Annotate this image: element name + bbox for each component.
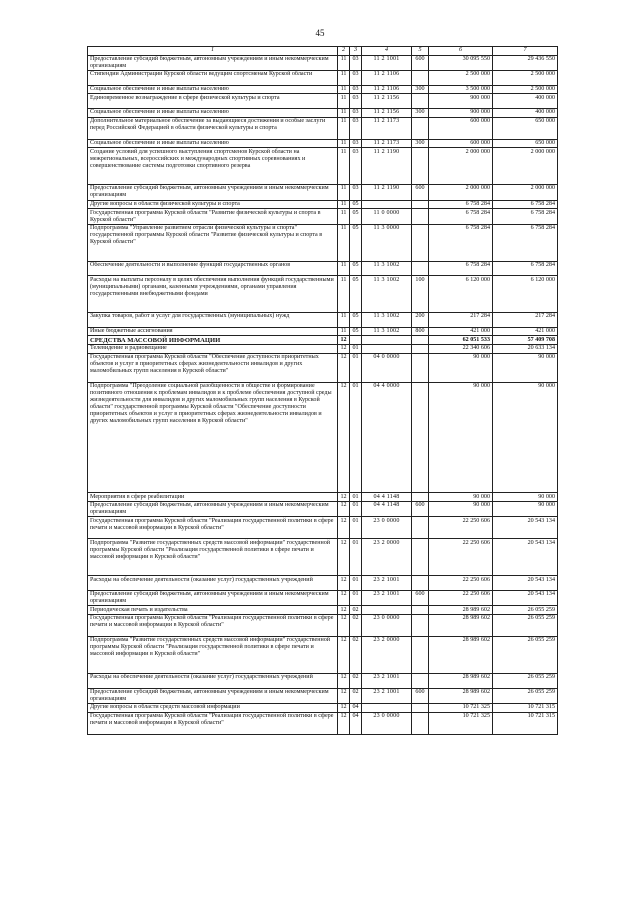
row-description: Стипендии Администрации Курской области ведущим спортсменам Курской области	[88, 71, 338, 86]
row-code-expense-type	[412, 606, 429, 615]
row-code-expense-type	[412, 117, 429, 139]
row-description: Государственная программа Курской области "Развитие физической культуры и спорта в Курской области"	[88, 209, 338, 225]
row-code-expense-type: 600	[412, 590, 429, 606]
row-description: Расходы на обеспечение деятельности (оказание услуг) государственных учреждений	[88, 576, 338, 591]
table-row	[88, 517, 558, 539]
row-code-target: 04 4 0000	[362, 382, 412, 492]
row-code-target	[362, 704, 412, 713]
row-value-6: 28 989 602	[429, 637, 493, 674]
row-code-subsection: 03	[350, 117, 362, 139]
row-code-section: 12	[338, 688, 350, 704]
row-code-subsection: 05	[350, 276, 362, 313]
row-code-section: 12	[338, 336, 350, 345]
row-code-target: 11 2 1106	[362, 71, 412, 86]
row-code-expense-type: 100	[412, 276, 429, 313]
row-value-7: 6 758 284	[493, 200, 558, 209]
row-value-6: 22 250 606	[429, 576, 493, 591]
table-row	[88, 139, 558, 148]
row-code-section: 12	[338, 704, 350, 713]
row-code-expense-type: 300	[412, 109, 429, 118]
row-code-section: 11	[338, 185, 350, 201]
row-code-target: 11 3 1002	[362, 327, 412, 336]
row-code-section: 12	[338, 382, 350, 492]
row-value-7: 26 055 259	[493, 606, 558, 615]
row-code-target: 11 2 1190	[362, 148, 412, 185]
row-code-expense-type	[412, 209, 429, 225]
row-code-expense-type: 800	[412, 327, 429, 336]
row-code-expense-type	[412, 712, 429, 734]
row-description: Социальное обеспечение и иные выплаты населению	[88, 85, 338, 94]
row-value-6: 900 000	[429, 109, 493, 118]
header-row	[88, 47, 558, 56]
row-code-section: 11	[338, 94, 350, 109]
row-code-section: 11	[338, 71, 350, 86]
row-code-target	[362, 336, 412, 345]
row-code-subsection: 02	[350, 673, 362, 688]
row-description: Предоставление субсидий бюджетным, автономным учреждениям и иным некоммерческим организациям	[88, 55, 338, 71]
col-header-6: 6	[429, 47, 493, 56]
row-code-section: 11	[338, 327, 350, 336]
row-code-subsection: 03	[350, 55, 362, 71]
row-value-7: 90 000	[493, 353, 558, 382]
row-value-7: 650 000	[493, 117, 558, 139]
row-description: Социальное обеспечение и иные выплаты населению	[88, 139, 338, 148]
row-code-expense-type	[412, 344, 429, 353]
row-code-subsection: 05	[350, 224, 362, 261]
page-number: 45	[315, 28, 325, 38]
row-value-7: 6 120 000	[493, 276, 558, 313]
row-code-section: 11	[338, 209, 350, 225]
row-value-6: 6 120 000	[429, 276, 493, 313]
row-code-expense-type	[412, 704, 429, 713]
row-value-7: 2 500 000	[493, 71, 558, 86]
row-value-6: 28 989 602	[429, 673, 493, 688]
table-row	[88, 615, 558, 637]
row-code-target: 11 2 1190	[362, 185, 412, 201]
row-description: Мероприятия в сфере реабилитации	[88, 493, 338, 502]
row-description: Государственная программа Курской области "Реализация государственной политики в сфере печати и массовой информации в Курской области"	[88, 615, 338, 637]
row-code-target: 04 0 0000	[362, 353, 412, 382]
row-description: Подпрограмма "Развитие государственных средств массовой информации" государственной программы Курской области "Реализация государственной политики в сфере печати и массовой информации в Курской области"	[88, 539, 338, 576]
table-row	[88, 382, 558, 492]
row-code-subsection: 04	[350, 712, 362, 734]
row-code-target: 11 3 1002	[362, 261, 412, 276]
row-code-subsection: 01	[350, 493, 362, 502]
row-code-section: 12	[338, 712, 350, 734]
table-row	[88, 353, 558, 382]
row-code-expense-type: 600	[412, 501, 429, 517]
budget-table	[87, 46, 558, 735]
row-code-target: 23 2 0000	[362, 637, 412, 674]
table-body	[88, 55, 558, 734]
row-description: Государственная программа Курской области "Обеспечение доступности приоритетных объектов и услуг в приоритетных сферах жизнедеятельности инвалидов и других маломобильных групп населения в Курской области"	[88, 353, 338, 382]
table-row	[88, 344, 558, 353]
table-row	[88, 117, 558, 139]
row-value-7: 2 000 000	[493, 185, 558, 201]
row-description: Расходы на выплаты персоналу в целях обеспечения выполнения функций государственными (муниципальными) органами, казенными учреждениями, органами управления государственными внебюджетными фондами	[88, 276, 338, 313]
row-value-6: 6 758 284	[429, 200, 493, 209]
table-row	[88, 109, 558, 118]
row-description: Обеспечение деятельности и выполнение функций государственных органов	[88, 261, 338, 276]
row-code-subsection: 01	[350, 501, 362, 517]
table-row	[88, 185, 558, 201]
row-value-7: 6 758 284	[493, 209, 558, 225]
row-code-section: 12	[338, 539, 350, 576]
row-code-subsection: 01	[350, 517, 362, 539]
row-value-7: 29 436 550	[493, 55, 558, 71]
row-value-6: 6 758 284	[429, 224, 493, 261]
row-code-section: 12	[338, 501, 350, 517]
row-code-expense-type: 600	[412, 185, 429, 201]
row-code-section: 11	[338, 55, 350, 71]
table-row	[88, 501, 558, 517]
table-row	[88, 590, 558, 606]
row-value-7: 20 543 134	[493, 590, 558, 606]
table-row	[88, 71, 558, 86]
row-value-6: 90 000	[429, 493, 493, 502]
row-description: Расходы на обеспечение деятельности (оказание услуг) государственных учреждений	[88, 673, 338, 688]
row-code-section: 12	[338, 344, 350, 353]
row-code-target: 04 4 1148	[362, 493, 412, 502]
row-value-7: 90 000	[493, 493, 558, 502]
row-code-expense-type	[412, 615, 429, 637]
row-code-target: 11 2 1156	[362, 94, 412, 109]
row-code-expense-type	[412, 673, 429, 688]
row-value-6: 30 095 550	[429, 55, 493, 71]
row-code-subsection: 02	[350, 637, 362, 674]
row-code-target: 11 3 1002	[362, 313, 412, 328]
row-code-expense-type	[412, 539, 429, 576]
row-code-expense-type: 300	[412, 85, 429, 94]
row-code-target: 23 2 0000	[362, 539, 412, 576]
row-code-expense-type	[412, 576, 429, 591]
row-code-target: 11 2 1106	[362, 85, 412, 94]
row-code-subsection: 03	[350, 185, 362, 201]
row-code-subsection: 02	[350, 688, 362, 704]
row-value-7: 26 055 259	[493, 615, 558, 637]
row-value-7: 10 721 315	[493, 712, 558, 734]
row-code-subsection: 02	[350, 606, 362, 615]
row-value-6: 22 250 606	[429, 590, 493, 606]
table-row	[88, 336, 558, 345]
row-value-6: 28 989 602	[429, 688, 493, 704]
row-code-target: 11 3 0000	[362, 224, 412, 261]
row-value-6: 900 000	[429, 94, 493, 109]
row-code-section: 11	[338, 148, 350, 185]
row-code-section: 11	[338, 200, 350, 209]
row-code-expense-type	[412, 94, 429, 109]
row-code-section: 12	[338, 673, 350, 688]
row-code-expense-type: 300	[412, 139, 429, 148]
row-value-6: 6 758 284	[429, 209, 493, 225]
row-value-6: 62 051 533	[429, 336, 493, 345]
row-code-subsection: 03	[350, 148, 362, 185]
row-code-target: 23 2 1001	[362, 576, 412, 591]
table-row	[88, 673, 558, 688]
row-code-target: 11 2 1173	[362, 117, 412, 139]
row-code-subsection: 05	[350, 209, 362, 225]
row-value-6: 90 000	[429, 353, 493, 382]
table-row	[88, 704, 558, 713]
table-row	[88, 576, 558, 591]
row-code-expense-type	[412, 261, 429, 276]
row-value-7: 6 758 284	[493, 261, 558, 276]
col-header-2: 2	[338, 47, 350, 56]
row-code-expense-type	[412, 382, 429, 492]
row-code-subsection: 03	[350, 139, 362, 148]
row-code-section: 12	[338, 517, 350, 539]
row-description: Подпрограмма "Управление развитием отрасли физической культуры и спорта" государственной программы Курской области "Развитие физической культуры и спорта в Курской области"	[88, 224, 338, 261]
row-description: Предоставление субсидий бюджетным, автономным учреждениям и иным некоммерческим организациям	[88, 185, 338, 201]
table-row	[88, 148, 558, 185]
row-description: Предоставление субсидий бюджетным, автономным учреждениям и иным некоммерческим организациям	[88, 590, 338, 606]
row-code-section: 11	[338, 224, 350, 261]
row-value-6: 600 000	[429, 139, 493, 148]
row-code-section: 11	[338, 117, 350, 139]
row-value-6: 2 500 000	[429, 71, 493, 86]
row-value-7: 20 543 134	[493, 576, 558, 591]
row-code-subsection	[350, 336, 362, 345]
row-code-expense-type	[412, 637, 429, 674]
row-code-section: 12	[338, 590, 350, 606]
row-code-subsection: 05	[350, 261, 362, 276]
row-value-6: 6 758 284	[429, 261, 493, 276]
row-code-section: 11	[338, 109, 350, 118]
row-description: Государственная программа Курской области "Реализация государственной политики в сфере печати и массовой информации в Курской области"	[88, 517, 338, 539]
row-value-7: 650 000	[493, 139, 558, 148]
row-description: Единовременное вознаграждение в сфере физической культуры и спорта	[88, 94, 338, 109]
row-code-section: 11	[338, 276, 350, 313]
table-row	[88, 712, 558, 734]
row-description: Закупка товаров, работ и услуг для государственных (муниципальных) нужд	[88, 313, 338, 328]
row-code-section: 11	[338, 139, 350, 148]
table-row	[88, 276, 558, 313]
row-description: Предоставление субсидий бюджетным, автономным учреждениям и иным некоммерческим организациям	[88, 501, 338, 517]
row-description: Дополнительное материальное обеспечение за выдающиеся достижения и особые заслуги перед Российской Федерацией в области физической культуры и спорта	[88, 117, 338, 139]
row-value-6: 2 000 000	[429, 148, 493, 185]
row-code-expense-type	[412, 71, 429, 86]
row-value-6: 22 340 606	[429, 344, 493, 353]
table-row	[88, 261, 558, 276]
row-description: Другие вопросы в области физической культуры и спорта	[88, 200, 338, 209]
row-code-section: 12	[338, 493, 350, 502]
row-value-6: 3 500 000	[429, 85, 493, 94]
row-value-7: 6 758 284	[493, 224, 558, 261]
row-code-subsection: 05	[350, 200, 362, 209]
row-value-6: 600 000	[429, 117, 493, 139]
row-code-section: 12	[338, 637, 350, 674]
table-row	[88, 688, 558, 704]
row-value-6: 28 989 602	[429, 615, 493, 637]
row-code-subsection: 04	[350, 704, 362, 713]
row-code-expense-type: 600	[412, 55, 429, 71]
row-code-expense-type	[412, 148, 429, 185]
col-header-5: 5	[412, 47, 429, 56]
table-row	[88, 493, 558, 502]
row-code-target: 11 3 1002	[362, 276, 412, 313]
table-row	[88, 85, 558, 94]
row-code-target: 23 0 0000	[362, 712, 412, 734]
row-value-7: 20 543 134	[493, 539, 558, 576]
col-header-3: 3	[350, 47, 362, 56]
row-value-6: 28 989 602	[429, 606, 493, 615]
table-row	[88, 209, 558, 225]
row-value-6: 10 721 325	[429, 712, 493, 734]
row-code-target: 04 4 1148	[362, 501, 412, 517]
row-code-target: 11 2 1001	[362, 55, 412, 71]
row-description: Периодическая печать и издательства	[88, 606, 338, 615]
row-code-expense-type	[412, 493, 429, 502]
row-code-expense-type	[412, 200, 429, 209]
row-code-subsection: 02	[350, 615, 362, 637]
row-code-target: 11 0 0000	[362, 209, 412, 225]
table-row	[88, 94, 558, 109]
row-value-7: 421 000	[493, 327, 558, 336]
row-code-section: 12	[338, 576, 350, 591]
row-code-subsection: 01	[350, 590, 362, 606]
row-value-6: 2 000 000	[429, 185, 493, 201]
row-code-expense-type: 600	[412, 688, 429, 704]
row-code-section: 12	[338, 353, 350, 382]
row-code-section: 11	[338, 313, 350, 328]
table-row	[88, 55, 558, 71]
col-header-4: 4	[362, 47, 412, 56]
row-code-subsection: 03	[350, 71, 362, 86]
row-value-7: 90 000	[493, 382, 558, 492]
row-description: Подпрограмма "Развитие государственных средств массовой информации" государственной программы Курской области "Реализация государственной политики в сфере печати и массовой информации в Курской области"	[88, 637, 338, 674]
table-row	[88, 637, 558, 674]
row-value-7: 90 000	[493, 501, 558, 517]
table-row	[88, 606, 558, 615]
row-value-7: 20 633 134	[493, 344, 558, 353]
table-row	[88, 224, 558, 261]
row-code-subsection: 01	[350, 353, 362, 382]
row-code-subsection: 03	[350, 85, 362, 94]
row-code-section: 11	[338, 261, 350, 276]
row-value-7: 20 543 134	[493, 517, 558, 539]
row-value-7: 10 721 315	[493, 704, 558, 713]
table-row	[88, 539, 558, 576]
row-code-target: 23 0 0000	[362, 615, 412, 637]
row-description: Предоставление субсидий бюджетным, автономным учреждениям и иным некоммерческим организациям	[88, 688, 338, 704]
row-value-7: 57 409 708	[493, 336, 558, 345]
row-code-target	[362, 606, 412, 615]
row-code-target: 23 2 1001	[362, 590, 412, 606]
row-code-subsection: 05	[350, 327, 362, 336]
row-code-section: 11	[338, 85, 350, 94]
col-header-1: 1	[88, 47, 338, 56]
row-description: Телевидение и радиовещание	[88, 344, 338, 353]
row-description: СРЕДСТВА МАССОВОЙ ИНФОРМАЦИИ	[88, 336, 338, 345]
row-code-section: 12	[338, 615, 350, 637]
row-value-6: 22 250 606	[429, 517, 493, 539]
table-row	[88, 200, 558, 209]
row-code-target	[362, 344, 412, 353]
row-code-target: 11 2 1173	[362, 139, 412, 148]
row-value-7: 2 000 000	[493, 148, 558, 185]
row-code-expense-type: 200	[412, 313, 429, 328]
row-code-target: 23 0 0000	[362, 517, 412, 539]
row-description: Государственная программа Курской области "Реализация государственной политики в сфере печати и массовой информации в Курской области"	[88, 712, 338, 734]
row-value-7: 217 284	[493, 313, 558, 328]
row-value-7: 400 000	[493, 94, 558, 109]
row-value-7: 26 055 259	[493, 688, 558, 704]
row-code-subsection: 03	[350, 109, 362, 118]
row-value-6: 90 000	[429, 382, 493, 492]
row-code-subsection: 03	[350, 94, 362, 109]
row-code-subsection: 01	[350, 382, 362, 492]
row-value-6: 10 721 325	[429, 704, 493, 713]
row-value-6: 217 284	[429, 313, 493, 328]
row-value-7: 26 055 259	[493, 673, 558, 688]
row-code-subsection: 05	[350, 313, 362, 328]
row-code-subsection: 01	[350, 539, 362, 576]
row-value-6: 421 000	[429, 327, 493, 336]
row-code-target	[362, 200, 412, 209]
row-value-6: 90 000	[429, 501, 493, 517]
row-code-expense-type	[412, 517, 429, 539]
row-code-subsection: 01	[350, 344, 362, 353]
row-code-section: 12	[338, 606, 350, 615]
row-code-target: 11 2 1156	[362, 109, 412, 118]
table-row	[88, 327, 558, 336]
row-code-expense-type	[412, 336, 429, 345]
col-header-7: 7	[493, 47, 558, 56]
row-description: Другие вопросы в области средств массовой информации	[88, 704, 338, 713]
row-description: Социальное обеспечение и иные выплаты населению	[88, 109, 338, 118]
row-code-expense-type	[412, 224, 429, 261]
row-value-7: 2 500 000	[493, 85, 558, 94]
row-description: Иные бюджетные ассигнования	[88, 327, 338, 336]
row-value-6: 22 250 606	[429, 539, 493, 576]
row-code-target: 23 2 1001	[362, 673, 412, 688]
row-code-target: 23 2 1001	[362, 688, 412, 704]
row-value-7: 400 000	[493, 109, 558, 118]
row-value-7: 26 055 259	[493, 637, 558, 674]
row-code-subsection: 01	[350, 576, 362, 591]
table-row	[88, 313, 558, 328]
row-description: Создание условий для успешного выступления спортсменов Курской области на межрегиональных, всероссийских и международных спортивных соревнованиях и совершенствование системы подготовки спортивного резерва	[88, 148, 338, 185]
row-code-expense-type	[412, 353, 429, 382]
row-description: Подпрограмма "Преодоление социальной разобщенности в обществе и формирование позитивного отношения к проблемам инвалидов и к проблеме обеспечения доступной среды жизнедеятельности для инвалидов и других маломобильных групп населения в Курской области" государственной программы Курской области "Обеспечение доступности приоритетных объектов и услуг в приоритетных сферах жизнедеятельности инвалидов и других маломобильных групп населения в Курской области"	[88, 382, 338, 492]
